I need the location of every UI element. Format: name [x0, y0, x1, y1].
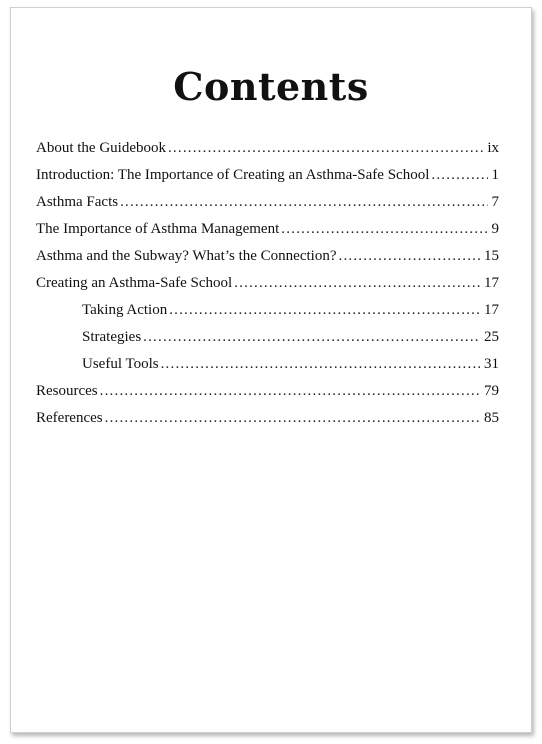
table-of-contents — [36, 140, 499, 437]
toc-entry[interactable] — [36, 167, 499, 194]
toc-dot-leader — [281, 221, 487, 238]
toc-entry-label: Useful Tools — [82, 356, 159, 372]
toc-entry-label: Strategies — [82, 329, 142, 345]
toc-dot-leader — [234, 275, 480, 292]
toc-entry-label: The Importance of Asthma Management — [36, 221, 280, 237]
toc-dot-leader — [339, 248, 481, 265]
toc-page-number: 85 — [484, 410, 499, 426]
toc-subentry[interactable] — [36, 356, 499, 383]
toc-entry-label: Introduction: The Importance of Creating an Asthma-Safe School — [36, 167, 430, 183]
toc-page-number: 25 — [484, 329, 499, 345]
toc-dot-leader — [143, 329, 480, 346]
toc-page-number: 7 — [491, 194, 499, 210]
toc-page-number: 15 — [484, 248, 499, 264]
toc-page-number: 31 — [484, 356, 499, 372]
toc-page-number: 9 — [491, 221, 499, 237]
toc-entry[interactable] — [36, 410, 499, 437]
toc-entry[interactable] — [36, 248, 499, 275]
toc-dot-leader — [169, 302, 480, 319]
toc-dot-leader — [105, 410, 480, 427]
toc-entry[interactable] — [36, 383, 499, 410]
page-title: Contents — [173, 64, 369, 109]
toc-subentry[interactable] — [36, 302, 499, 329]
toc-dot-leader — [100, 383, 480, 400]
toc-page-number: 17 — [484, 302, 499, 318]
toc-entry-label: Asthma Facts — [36, 194, 119, 210]
toc-dot-leader — [431, 167, 487, 184]
toc-entry-label: Resources — [36, 383, 98, 399]
toc-entry-label: Creating an Asthma-Safe School — [36, 275, 233, 291]
toc-entry[interactable] — [36, 194, 499, 221]
toc-page-number: 79 — [484, 383, 499, 399]
toc-page-number: ix — [487, 140, 499, 156]
toc-entry-label: About the Guidebook — [36, 140, 166, 156]
toc-entry-label: References — [36, 410, 103, 426]
toc-entry[interactable] — [36, 140, 499, 167]
toc-entry-label: Asthma and the Subway? What’s the Connection? — [36, 248, 337, 264]
toc-subentry[interactable] — [36, 329, 499, 356]
document-page — [10, 7, 532, 733]
toc-page-number: 17 — [484, 275, 499, 291]
toc-dot-leader — [161, 356, 480, 373]
toc-dot-leader — [168, 140, 483, 157]
toc-entry[interactable] — [36, 221, 499, 248]
toc-entry[interactable] — [36, 275, 499, 302]
toc-entry-label: Taking Action — [82, 302, 168, 318]
toc-page-number: 1 — [491, 167, 499, 183]
toc-dot-leader — [120, 194, 487, 211]
